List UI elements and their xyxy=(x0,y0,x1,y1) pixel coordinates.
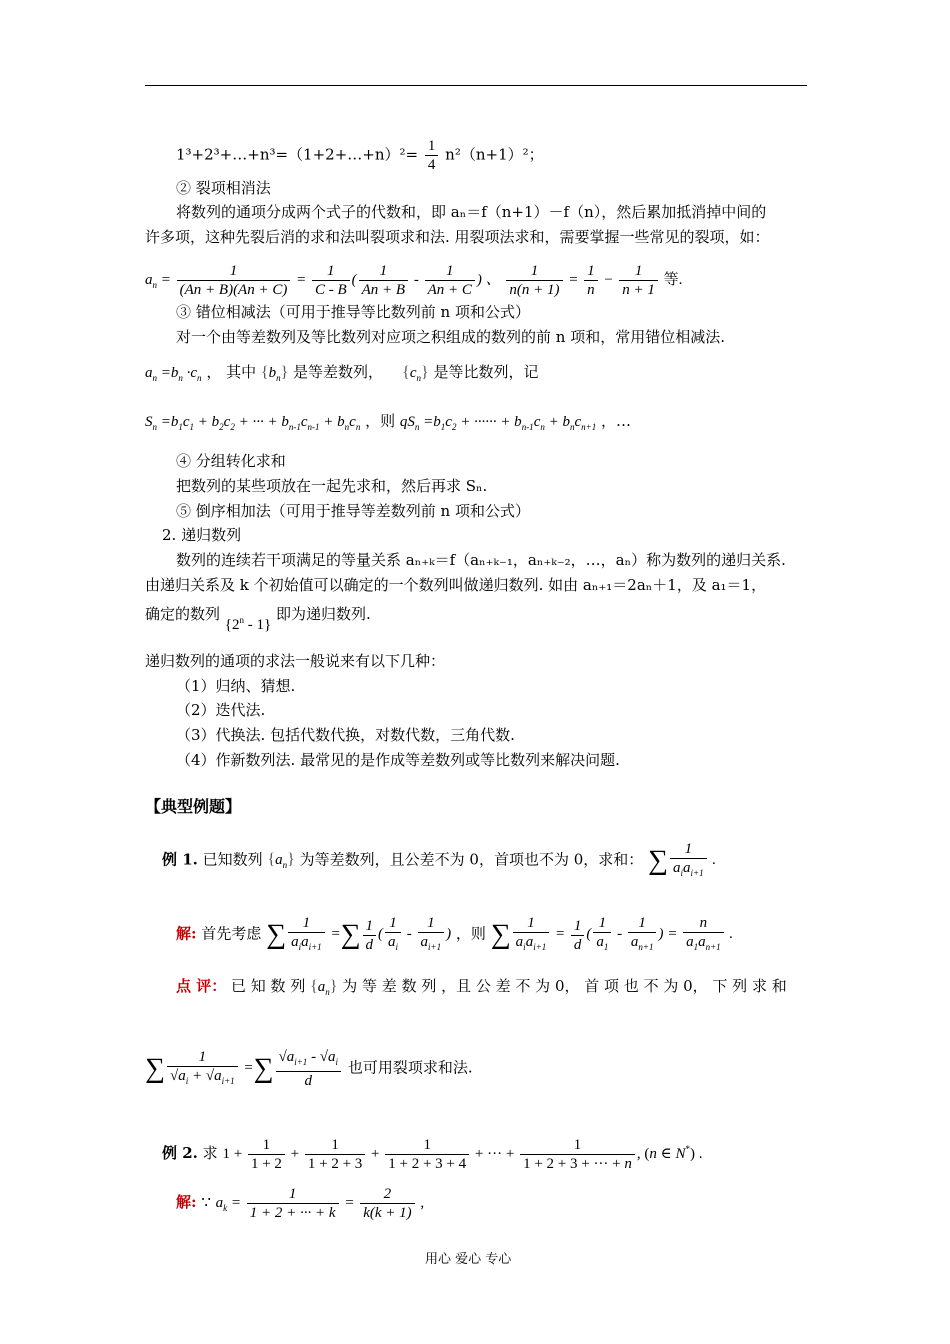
page-footer: 用心 爱心 专心 xyxy=(425,1252,512,1267)
split-term-formula: $a_n$ = $\frac{1}{(An + B)(An + C)}$ = $\frac{1}{C - B}$ ( $\frac{1}{An + B}$ - $\frac{1}{An + C}$ ) 、 $\frac{1}{n(n + 1)}$ = $\frac{1}{n}$ − $\frac{1}{n + 1}$ 等. xyxy=(145,263,683,298)
example-2-statement: 例 2. 求 1 + $\frac{1}{1 + 2}$ + $\frac{1}{1 + 2 + 3}$ + $\frac{1}{1 + 2 + 3 + 4}$ + ··· + $\frac{1}{1 + 2 + 3 + \cdot\cdot\cdot + n}$ , (n ∈ N*) . xyxy=(162,1137,703,1172)
method-2-title: ② 裂项相消法 xyxy=(176,179,271,197)
recursion-item-4: （4）作新数列法. 最常见的是作成等差数列或等比数列来解决问题. xyxy=(176,751,620,769)
method-4-title: ④ 分组转化求和 xyxy=(176,452,286,470)
section-2-para-3: 确定的数列 {2$^n$ - 1} 即为递归数列. xyxy=(145,605,371,633)
section-2-para-2: 由递归关系及 k 个初始值可以确定的一个数列叫做递归数列. 如由 aₙ₊₁＝2aₙ＋1，及 a₁＝1， xyxy=(145,576,767,594)
method-4-para-1: 把数列的某些项放在一起先求和，然后再求 Sₙ. xyxy=(176,477,488,495)
typical-examples-heading: 【典型例题】 xyxy=(145,797,242,816)
method-3-title: ③ 错位相减法（可用于推导等比数列前 n 项和公式） xyxy=(176,303,530,321)
method-5-title: ⑤ 倒序相加法（可用于推导等差数列前 n 项和公式） xyxy=(176,502,530,520)
header-rule xyxy=(145,85,807,86)
method-2-para-2: 许多项，这种先裂后消的求和法叫裂项求和法. 用裂项法求和，需要掌握一些常见的裂项，如： xyxy=(145,228,770,246)
method-2-para-1: 将数列的通项分成两个式子的代数和，即 aₙ＝f（n+1）－f（n），然后累加抵消掉中间的 xyxy=(176,203,767,221)
section-2-title: 2. 递归数列 xyxy=(162,526,242,544)
section-2-para-1: 数列的连续若干项满足的等量关系 aₙ₊ₖ＝f（aₙ₊ₖ₋₁，aₙ₊ₖ₋₂，…，aₙ）称为数列的递归关系. xyxy=(176,551,786,569)
method-3-where-line: $a_n =b_n \cdot c_n$ ， 其中 $\{b_n\}$ 是等差数列， $\{c_n\}$ 是等比数列，记 xyxy=(145,363,539,383)
method-3-sum-line: $S_n =b_1c_1 + b_2c_2$ + ··· + $b_{n-1}c_{n-1} + b_nc_n$ ，则 $qS_n =b_1c_2$ + ······ + $b_{n-1}c_n + b_nc_{n+1}$ ，… xyxy=(145,412,632,432)
recursion-item-3: （3）代换法. 包括代数代换，对数代数，三角代数. xyxy=(176,726,515,744)
recursion-intro: 递归数列的通项的求法一般说来有以下几种： xyxy=(145,652,446,670)
method-3-para-1: 对一个由等差数列及等比数列对应项之积组成的数列的前 n 项和，常用错位相减法. xyxy=(176,328,725,346)
example-1-comment-formula: ∑ $\frac{1}{√a_i + √a_{i+1}}$ =∑ $\frac{√a_{i+1} - √a_i}{d}$ 也可用裂项求和法. xyxy=(145,1049,473,1089)
example-1-statement: 例 1. 已知数列 $\{a_n\}$ 为等差数列，且公差不为 0，首项也不为 0，求和： ∑ 1 $a_ia_{i+1}$ . xyxy=(162,841,717,878)
example-1-comment: 点 评： 已 知 数 列 $\{a_n\}$ 为 等 差 数 列 ，且 公 差 不 为 0， 首 项 也 不 为 0， 下 列 求 和 xyxy=(176,977,787,997)
recursion-item-1: （1）归纳、猜想. xyxy=(176,677,296,695)
recursion-item-2: （2）迭代法. xyxy=(176,701,266,719)
example-1-solution: 解: 首先考虑 ∑ 1 $a_ia_{i+1}$ =∑ $\frac{1}{d}$ ( $\frac{1}{a_i}$ - $\frac{1}{a_{i+1}}$ ) ，则 ∑ 1 $a_ia_{i+1}$ = $\frac{1}{d}$ ( $\frac{1}{a_1}$ - $\frac{1}{a_{n+1}}$ ) = $\frac{n}{a_1a_{n+1}}$ . xyxy=(176,915,734,953)
example-2-solution: 解: ∵ $a_k$ = $\frac{1}{1 + 2 + \cdot\cdot\cdot + k}$ = $\frac{2}{k(k + 1)}$ , xyxy=(176,1186,425,1221)
cubes-formula: 1³+2³+…+n³=（1+2+…+n）²= $\frac{1}{4}$ n²（n+1）²； xyxy=(176,138,544,173)
